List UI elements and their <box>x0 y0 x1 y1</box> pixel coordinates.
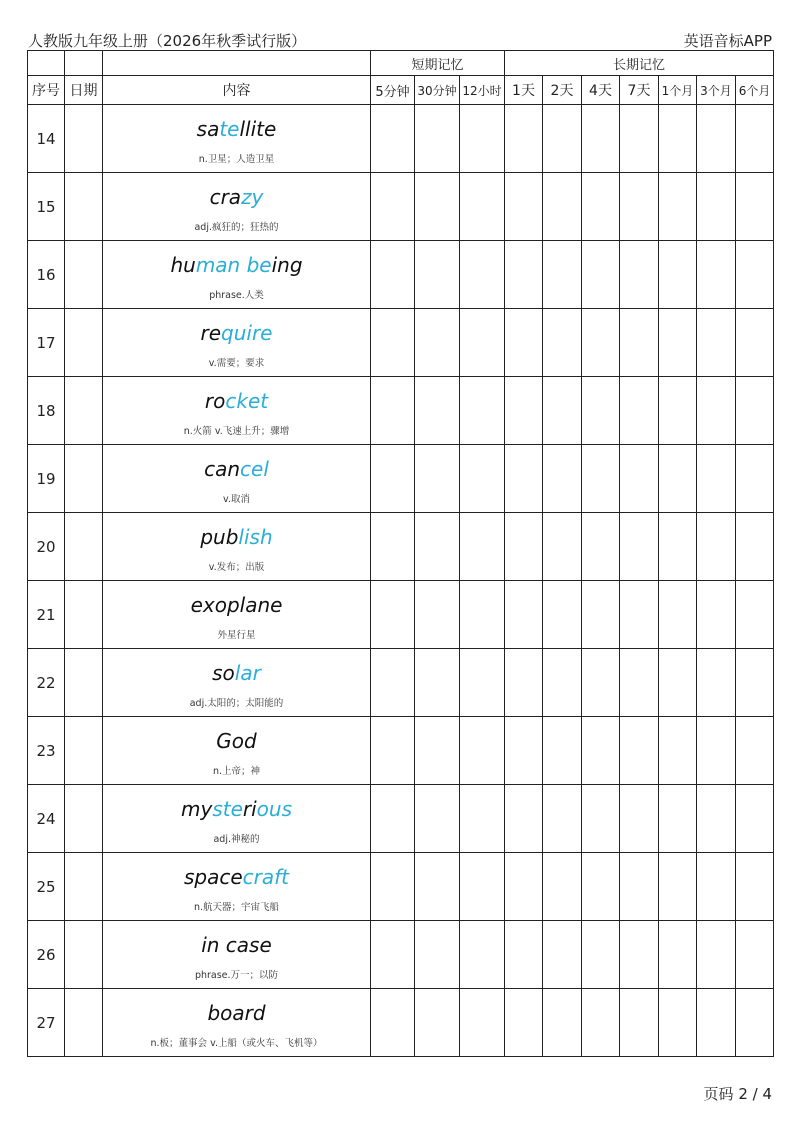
review-checkbox-cell[interactable] <box>736 309 774 377</box>
blank-cell <box>65 51 103 76</box>
date-cell[interactable] <box>65 989 103 1057</box>
review-checkbox-cell[interactable] <box>697 649 736 717</box>
review-checkbox-cell[interactable] <box>736 717 774 785</box>
review-checkbox-cell[interactable] <box>460 785 505 853</box>
review-checkbox-cell[interactable] <box>415 173 460 241</box>
table-row <box>28 921 774 989</box>
review-checkbox-cell[interactable] <box>415 105 460 173</box>
syllable: space <box>183 864 243 889</box>
review-checkbox-cell[interactable] <box>371 105 415 173</box>
review-checkbox-cell[interactable] <box>505 853 543 921</box>
table-row <box>28 581 774 649</box>
review-checkbox-cell[interactable] <box>460 241 505 309</box>
review-checkbox-cell[interactable] <box>620 921 659 989</box>
word-meaning: phrase.万一；以防 <box>194 969 279 981</box>
content-cell <box>103 513 371 581</box>
review-checkbox-cell[interactable] <box>371 717 415 785</box>
index-header: 序号 <box>28 76 65 105</box>
review-checkbox-cell[interactable] <box>460 377 505 445</box>
review-checkbox-cell[interactable] <box>543 377 582 445</box>
review-checkbox-cell[interactable] <box>415 921 460 989</box>
syllable: ri <box>242 796 257 821</box>
review-checkbox-cell[interactable] <box>620 377 659 445</box>
review-checkbox-cell[interactable] <box>582 921 620 989</box>
vocabulary-word <box>103 457 370 481</box>
long-term-header: 长期记忆 <box>505 51 774 76</box>
vocabulary-word <box>103 661 370 685</box>
review-checkbox-cell[interactable] <box>415 241 460 309</box>
review-checkbox-cell[interactable] <box>659 241 697 309</box>
content-cell <box>103 989 371 1057</box>
review-checkbox-cell[interactable] <box>697 581 736 649</box>
date-cell[interactable] <box>65 853 103 921</box>
review-checkbox-cell[interactable] <box>620 989 659 1057</box>
review-checkbox-cell[interactable] <box>697 445 736 513</box>
syllable: ro <box>204 388 226 413</box>
review-checkbox-cell[interactable] <box>620 105 659 173</box>
table-row <box>28 241 774 309</box>
review-checkbox-cell[interactable] <box>736 921 774 989</box>
vocabulary-word <box>103 525 370 549</box>
syllable: llite <box>239 116 277 141</box>
word-meaning: v.取消 <box>223 493 250 505</box>
row-number: 20 <box>28 513 65 581</box>
table-row <box>28 717 774 785</box>
review-checkbox-cell[interactable] <box>505 649 543 717</box>
review-checkbox-cell[interactable] <box>582 105 620 173</box>
date-cell[interactable] <box>65 173 103 241</box>
word-meaning: n.卫星；人造卫星 <box>198 153 275 165</box>
content-cell <box>103 717 371 785</box>
long-interval-header: 6个月 <box>736 76 774 105</box>
review-checkbox-cell[interactable] <box>620 581 659 649</box>
syllable: can <box>204 456 241 481</box>
short-interval-header: 5分钟 <box>371 76 415 105</box>
date-header: 日期 <box>65 76 103 105</box>
review-checkbox-cell[interactable] <box>659 853 697 921</box>
review-checkbox-cell[interactable] <box>415 377 460 445</box>
long-interval-header: 1天 <box>505 76 543 105</box>
highlighted-syllable: cket <box>225 388 269 413</box>
review-checkbox-cell[interactable] <box>415 309 460 377</box>
date-cell[interactable] <box>65 309 103 377</box>
vocabulary-word <box>103 593 370 617</box>
review-checkbox-cell[interactable] <box>505 377 543 445</box>
date-cell[interactable] <box>65 649 103 717</box>
date-cell[interactable] <box>65 921 103 989</box>
syllable: pub <box>200 524 239 549</box>
vocabulary-word <box>103 1001 370 1025</box>
review-checkbox-cell[interactable] <box>371 581 415 649</box>
review-checkbox-cell[interactable] <box>543 785 582 853</box>
review-checkbox-cell[interactable] <box>505 105 543 173</box>
word-meaning: adj.神秘的 <box>213 833 260 845</box>
content-cell <box>103 309 371 377</box>
date-cell[interactable] <box>65 717 103 785</box>
row-number: 16 <box>28 241 65 309</box>
review-checkbox-cell[interactable] <box>582 581 620 649</box>
row-number: 23 <box>28 717 65 785</box>
highlighted-syllable: quire <box>221 320 273 345</box>
review-checkbox-cell[interactable] <box>582 377 620 445</box>
review-checkbox-cell[interactable] <box>543 309 582 377</box>
review-checkbox-cell[interactable] <box>371 513 415 581</box>
highlighted-syllable: ste <box>212 796 243 821</box>
review-checkbox-cell[interactable] <box>582 309 620 377</box>
review-checkbox-cell[interactable] <box>736 377 774 445</box>
content-cell <box>103 581 371 649</box>
review-checkbox-cell[interactable] <box>415 649 460 717</box>
review-checkbox-cell[interactable] <box>460 105 505 173</box>
page-number: 页码 2 / 4 <box>703 1085 772 1103</box>
review-checkbox-cell[interactable] <box>460 173 505 241</box>
syllable: ing <box>271 252 303 277</box>
review-checkbox-cell[interactable] <box>620 241 659 309</box>
review-checkbox-cell[interactable] <box>543 445 582 513</box>
review-checkbox-cell[interactable] <box>659 173 697 241</box>
review-checkbox-cell[interactable] <box>697 989 736 1057</box>
date-cell[interactable] <box>65 241 103 309</box>
word-meaning: 外星行星 <box>217 629 256 641</box>
highlighted-syllable: lish <box>238 524 273 549</box>
review-checkbox-cell[interactable] <box>505 513 543 581</box>
short-interval-header: 12小时 <box>460 76 505 105</box>
review-checkbox-cell[interactable] <box>460 581 505 649</box>
row-number: 21 <box>28 581 65 649</box>
row-number: 18 <box>28 377 65 445</box>
review-checkbox-cell[interactable] <box>543 853 582 921</box>
review-checkbox-cell[interactable] <box>659 785 697 853</box>
review-checkbox-cell[interactable] <box>505 989 543 1057</box>
content-cell <box>103 377 371 445</box>
review-checkbox-cell[interactable] <box>659 377 697 445</box>
syllable: so <box>212 660 235 685</box>
review-checkbox-cell[interactable] <box>736 785 774 853</box>
word-meaning: n.航天器；宇宙飞船 <box>193 901 280 913</box>
long-interval-header: 7天 <box>620 76 659 105</box>
content-cell <box>103 921 371 989</box>
review-checkbox-cell[interactable] <box>371 445 415 513</box>
content-cell <box>103 785 371 853</box>
content-cell <box>103 173 371 241</box>
review-checkbox-cell[interactable] <box>582 445 620 513</box>
review-checkbox-cell[interactable] <box>659 445 697 513</box>
review-checkbox-cell[interactable] <box>620 785 659 853</box>
long-interval-header: 2天 <box>543 76 582 105</box>
review-checkbox-cell[interactable] <box>460 513 505 581</box>
date-cell[interactable] <box>65 377 103 445</box>
vocabulary-table <box>27 50 774 1057</box>
vocabulary-word <box>103 729 370 753</box>
review-checkbox-cell[interactable] <box>505 717 543 785</box>
review-checkbox-cell[interactable] <box>659 717 697 785</box>
review-checkbox-cell[interactable] <box>460 921 505 989</box>
review-checkbox-cell[interactable] <box>736 649 774 717</box>
review-checkbox-cell[interactable] <box>697 717 736 785</box>
word-meaning: n.板；董事会 v.上船（或火车、飞机等） <box>150 1037 323 1049</box>
row-number: 26 <box>28 921 65 989</box>
review-checkbox-cell[interactable] <box>543 241 582 309</box>
content-cell <box>103 649 371 717</box>
syllable: re <box>200 320 222 345</box>
review-checkbox-cell[interactable] <box>543 513 582 581</box>
blank-cell <box>103 51 371 76</box>
highlighted-syllable: cel <box>240 456 269 481</box>
review-checkbox-cell[interactable] <box>505 173 543 241</box>
review-checkbox-cell[interactable] <box>620 445 659 513</box>
table-row <box>28 853 774 921</box>
content-cell <box>103 445 371 513</box>
review-checkbox-cell[interactable] <box>736 989 774 1057</box>
review-checkbox-cell[interactable] <box>697 921 736 989</box>
content-cell <box>103 105 371 173</box>
review-checkbox-cell[interactable] <box>505 445 543 513</box>
review-checkbox-cell[interactable] <box>659 581 697 649</box>
review-checkbox-cell[interactable] <box>543 989 582 1057</box>
word-meaning: phrase.人类 <box>209 289 264 301</box>
app-name: 英语音标APP <box>683 32 772 50</box>
review-checkbox-cell[interactable] <box>582 989 620 1057</box>
date-cell[interactable] <box>65 445 103 513</box>
table-row <box>28 513 774 581</box>
review-checkbox-cell[interactable] <box>697 785 736 853</box>
review-checkbox-cell[interactable] <box>505 241 543 309</box>
review-checkbox-cell[interactable] <box>659 649 697 717</box>
review-checkbox-cell[interactable] <box>582 241 620 309</box>
content-header: 内容 <box>103 76 371 105</box>
review-checkbox-cell[interactable] <box>582 717 620 785</box>
syllable: God <box>216 728 257 753</box>
review-checkbox-cell[interactable] <box>697 853 736 921</box>
review-checkbox-cell[interactable] <box>460 853 505 921</box>
row-number: 15 <box>28 173 65 241</box>
review-checkbox-cell[interactable] <box>736 173 774 241</box>
syllable: cra <box>209 184 242 209</box>
table-row <box>28 105 774 173</box>
review-checkbox-cell[interactable] <box>415 785 460 853</box>
review-checkbox-cell[interactable] <box>371 921 415 989</box>
review-checkbox-cell[interactable] <box>505 581 543 649</box>
review-checkbox-cell[interactable] <box>415 717 460 785</box>
review-checkbox-cell[interactable] <box>697 513 736 581</box>
review-checkbox-cell[interactable] <box>659 921 697 989</box>
review-checkbox-cell[interactable] <box>543 717 582 785</box>
review-checkbox-cell[interactable] <box>415 445 460 513</box>
review-checkbox-cell[interactable] <box>371 309 415 377</box>
word-meaning: adj.疯狂的；狂热的 <box>194 221 279 233</box>
syllable: my <box>180 796 213 821</box>
syllable: board <box>207 1000 266 1025</box>
word-meaning: v.发布；出版 <box>208 561 265 573</box>
review-checkbox-cell[interactable] <box>620 649 659 717</box>
review-checkbox-cell[interactable] <box>415 853 460 921</box>
review-checkbox-cell[interactable] <box>371 853 415 921</box>
review-checkbox-cell[interactable] <box>736 581 774 649</box>
review-checkbox-cell[interactable] <box>460 445 505 513</box>
date-cell[interactable] <box>65 581 103 649</box>
review-checkbox-cell[interactable] <box>460 309 505 377</box>
review-checkbox-cell[interactable] <box>582 649 620 717</box>
review-checkbox-cell[interactable] <box>697 309 736 377</box>
vocabulary-word <box>103 865 370 889</box>
review-checkbox-cell[interactable] <box>371 785 415 853</box>
row-number: 25 <box>28 853 65 921</box>
highlighted-syllable: zy <box>241 184 264 209</box>
syllable: exoplane <box>190 592 283 617</box>
review-checkbox-cell[interactable] <box>543 173 582 241</box>
table-row <box>28 445 774 513</box>
review-checkbox-cell[interactable] <box>736 513 774 581</box>
long-interval-header: 1个月 <box>659 76 697 105</box>
document-title: 人教版九年级上册（2026年秋季试行版） <box>28 32 307 50</box>
review-checkbox-cell[interactable] <box>697 241 736 309</box>
highlighted-syllable: te <box>219 116 240 141</box>
review-checkbox-cell[interactable] <box>582 173 620 241</box>
row-number: 17 <box>28 309 65 377</box>
word-meaning: adj.太阳的；太阳能的 <box>189 697 284 709</box>
table-row <box>28 309 774 377</box>
vocabulary-word <box>103 185 370 209</box>
review-checkbox-cell[interactable] <box>620 853 659 921</box>
review-checkbox-cell[interactable] <box>582 513 620 581</box>
review-checkbox-cell[interactable] <box>620 717 659 785</box>
date-cell[interactable] <box>65 785 103 853</box>
word-meaning: v.需要；要求 <box>208 357 265 369</box>
long-interval-header: 3个月 <box>697 76 736 105</box>
review-checkbox-cell[interactable] <box>543 581 582 649</box>
word-meaning: n.火箭 v.飞速上升；骤增 <box>183 425 290 437</box>
review-checkbox-cell[interactable] <box>697 377 736 445</box>
group-header-row <box>28 51 774 76</box>
highlighted-syllable: craft <box>242 864 290 889</box>
vocabulary-word <box>103 117 370 141</box>
review-checkbox-cell[interactable] <box>371 241 415 309</box>
highlighted-syllable: lar <box>234 660 261 685</box>
review-checkbox-cell[interactable] <box>543 921 582 989</box>
table-row <box>28 649 774 717</box>
review-checkbox-cell[interactable] <box>620 309 659 377</box>
content-cell <box>103 241 371 309</box>
row-number: 22 <box>28 649 65 717</box>
highlighted-syllable: ous <box>256 796 293 821</box>
review-checkbox-cell[interactable] <box>659 989 697 1057</box>
table-row <box>28 377 774 445</box>
table-row <box>28 173 774 241</box>
review-checkbox-cell[interactable] <box>460 717 505 785</box>
row-number: 19 <box>28 445 65 513</box>
date-cell[interactable] <box>65 513 103 581</box>
review-checkbox-cell[interactable] <box>505 309 543 377</box>
syllable: hu <box>170 252 196 277</box>
review-checkbox-cell[interactable] <box>736 445 774 513</box>
review-checkbox-cell[interactable] <box>371 649 415 717</box>
highlighted-syllable: man <box>195 252 247 277</box>
review-checkbox-cell[interactable] <box>736 241 774 309</box>
vocabulary-word <box>103 321 370 345</box>
column-header-row <box>28 76 774 105</box>
review-checkbox-cell[interactable] <box>543 649 582 717</box>
word-meaning: n.上帝；神 <box>212 765 261 777</box>
content-cell <box>103 853 371 921</box>
table-row <box>28 989 774 1057</box>
long-interval-header: 4天 <box>582 76 620 105</box>
review-checkbox-cell[interactable] <box>697 173 736 241</box>
vocabulary-word <box>103 933 370 957</box>
row-number: 24 <box>28 785 65 853</box>
vocabulary-word <box>103 389 370 413</box>
short-interval-header: 30分钟 <box>415 76 460 105</box>
row-number: 27 <box>28 989 65 1057</box>
review-checkbox-cell[interactable] <box>460 649 505 717</box>
review-checkbox-cell[interactable] <box>736 105 774 173</box>
table-row <box>28 785 774 853</box>
review-checkbox-cell[interactable] <box>460 989 505 1057</box>
review-checkbox-cell[interactable] <box>736 853 774 921</box>
syllable: in case <box>201 932 272 957</box>
highlighted-syllable: be <box>246 252 272 277</box>
review-checkbox-cell[interactable] <box>415 513 460 581</box>
review-checkbox-cell[interactable] <box>371 377 415 445</box>
review-checkbox-cell[interactable] <box>371 989 415 1057</box>
review-checkbox-cell[interactable] <box>505 921 543 989</box>
review-checkbox-cell[interactable] <box>659 513 697 581</box>
review-checkbox-cell[interactable] <box>505 785 543 853</box>
review-checkbox-cell[interactable] <box>620 513 659 581</box>
review-checkbox-cell[interactable] <box>697 105 736 173</box>
review-checkbox-cell[interactable] <box>415 581 460 649</box>
vocabulary-word <box>103 253 370 277</box>
vocabulary-word <box>103 797 370 821</box>
review-checkbox-cell[interactable] <box>659 105 697 173</box>
date-cell[interactable] <box>65 105 103 173</box>
review-checkbox-cell[interactable] <box>582 853 620 921</box>
row-number: 14 <box>28 105 65 173</box>
review-checkbox-cell[interactable] <box>582 785 620 853</box>
short-term-header: 短期记忆 <box>371 51 505 76</box>
review-checkbox-cell[interactable] <box>620 173 659 241</box>
review-checkbox-cell[interactable] <box>371 173 415 241</box>
blank-cell <box>28 51 65 76</box>
review-checkbox-cell[interactable] <box>415 989 460 1057</box>
syllable: sa <box>196 116 220 141</box>
review-checkbox-cell[interactable] <box>659 309 697 377</box>
review-checkbox-cell[interactable] <box>543 105 582 173</box>
